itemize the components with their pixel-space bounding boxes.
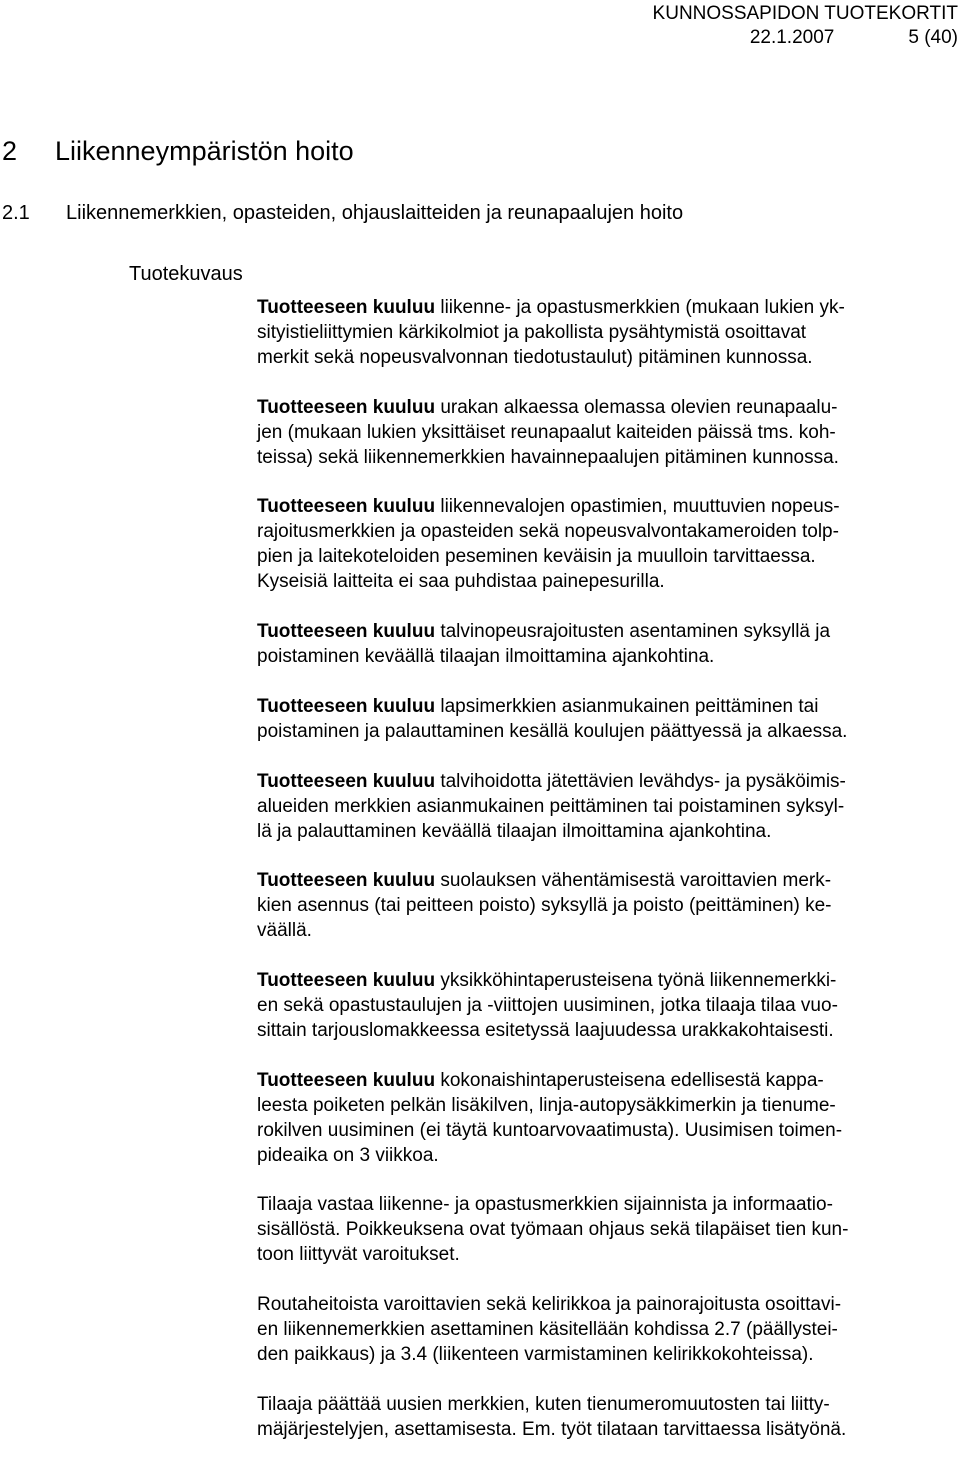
line-text: en sekä opastustaulujen ja -viittojen uusiminen, jotka tilaaja tilaa vuo- — [257, 995, 838, 1017]
document-title: KUNNOSSAPIDON TUOTEKORTIT — [652, 3, 958, 24]
paragraph-lead: Tuotteeseen kuuluu — [257, 1069, 436, 1091]
text-line — [257, 894, 933, 919]
line-text: suolauksen vähentämisestä varoittavien merk- — [435, 870, 832, 892]
line-text: sittain tarjouslomakkeessa esitetyssä laajuudessa urakkakohtaisesti. — [257, 1019, 834, 1041]
text-line — [257, 396, 933, 421]
line-text: Tilaaja vastaa liikenne- ja opastusmerkkien sijainnista ja informaatio- — [257, 1194, 833, 1216]
subheading: Tuotekuvaus — [129, 263, 243, 285]
line-text: lä ja palauttaminen keväällä tilaajan ilmoittamina ajankohtina. — [257, 820, 772, 842]
line-text: alueiden merkkien asianmukainen peittäminen tai poistaminen syksyl- — [257, 795, 845, 817]
subsection-heading — [2, 199, 683, 227]
text-line — [257, 919, 933, 944]
paragraph-lead: Tuotteeseen kuuluu — [257, 496, 436, 518]
text-line — [257, 1243, 933, 1268]
paragraph — [257, 969, 933, 1044]
text-line — [257, 720, 933, 745]
text-line — [257, 520, 933, 545]
text-line — [257, 1069, 933, 1094]
text-line — [257, 495, 933, 520]
line-text: en liikennemerkkien asettaminen käsitellään kohdissa 2.7 (päällystei- — [257, 1319, 838, 1341]
page-header — [653, 2, 958, 50]
line-text: jen (mukaan lukien yksittäiset reunapaalut kaiteiden päissä tms. koh- — [257, 421, 836, 443]
line-text: talvihoidotta jätettävien levähdys- ja pysäköimis- — [435, 770, 846, 792]
paragraph-lead: Tuotteeseen kuuluu — [257, 297, 436, 318]
text-line — [257, 446, 933, 471]
paragraph — [257, 620, 933, 670]
line-text: toon liittyvät varoitukset. — [257, 1244, 460, 1266]
line-text: den paikkaus) ja 3.4 (liikenteen varmistaminen kelirikkokohteissa). — [257, 1344, 814, 1365]
line-text: liikennevalojen opastimien, muuttuvien nopeus- — [435, 496, 840, 518]
line-text: urakan alkaessa olemassa olevien reunapaalu- — [435, 396, 838, 418]
text-line — [257, 1293, 933, 1318]
paragraph — [257, 495, 933, 595]
text-line — [257, 1418, 933, 1443]
paragraph — [257, 1193, 933, 1268]
paragraph — [257, 396, 933, 471]
line-text: leesta poiketen pelkän lisäkilven, linja-autopysäkkimerkin ja tienume- — [257, 1094, 836, 1116]
text-line — [257, 346, 933, 371]
text-line — [257, 820, 933, 845]
text-line — [257, 1393, 933, 1418]
paragraph — [257, 770, 933, 845]
paragraph-lead: Tuotteeseen kuuluu — [257, 621, 436, 643]
line-text: lapsimerkkien asianmukainen peittäminen tai — [435, 695, 819, 717]
line-text: pien ja laitekoteloiden peseminen keväisin ja muulloin tarvittaessa. — [257, 546, 816, 568]
line-text: Tilaaja päättää uusien merkkien, kuten tienumeromuutosten tai liitty- — [257, 1393, 830, 1415]
line-text: kokonaishintaperusteisena edellisestä kappa- — [435, 1069, 824, 1091]
section-number: 2 — [2, 136, 18, 166]
line-text: rokilven uusiminen (ei täytä kuntoarvovaatimusta). Uusimisen toimen- — [257, 1119, 843, 1141]
paragraph — [257, 1293, 933, 1368]
paragraph — [257, 869, 933, 944]
page-number: 5 (40) — [908, 27, 958, 48]
document-date: 22.1.2007 — [749, 27, 835, 48]
line-text: Kyseisiä laitteita ei saa puhdistaa painepesurilla. — [257, 571, 665, 593]
text-line — [257, 570, 933, 595]
line-text: merkit sekä nopeusvalvonnan tiedotustaulut) pitäminen kunnossa. — [257, 346, 813, 368]
paragraph — [257, 1069, 933, 1169]
line-text: yksikköhintaperusteisena työnä liikennemerkki- — [435, 970, 837, 992]
line-text: mäjärjestelyjen, asettamisesta. Em. työt tilataan tarvittaessa lisätyönä. — [257, 1418, 847, 1440]
line-text: Routaheitoista varoittavien sekä kelirikkoa ja painorajoitusta osoittavi- — [257, 1294, 842, 1316]
subsection-number: 2.1 — [2, 202, 30, 224]
line-text: poistaminen keväällä tilaajan ilmoittamina ajankohtina. — [257, 645, 715, 667]
paragraph-lead: Tuotteeseen kuuluu — [257, 970, 436, 992]
line-text: sisällöstä. Poikkeuksena ovat työmaan ohjaus sekä tilapäiset tien kun- — [257, 1219, 849, 1241]
text-line — [257, 1193, 933, 1218]
text-line — [257, 1119, 933, 1144]
paragraph — [257, 296, 933, 371]
line-text: pideaika on 3 viikkoa. — [257, 1144, 439, 1166]
text-line — [257, 994, 933, 1019]
line-text: liikenne- ja opastusmerkkien (mukaan lukien yk- — [435, 297, 845, 318]
text-line — [257, 795, 933, 820]
text-line — [257, 296, 933, 321]
line-text: kien asennus (tai peitteen poisto) syksyllä ja poisto (peittäminen) ke- — [257, 895, 832, 917]
text-line — [257, 1343, 933, 1368]
line-text: rajoitusmerkkien ja opasteiden sekä nopeusvalvontakameroiden tolp- — [257, 521, 839, 543]
paragraph — [257, 1393, 933, 1443]
section-title: Liikenneympäristön hoito — [55, 136, 354, 166]
text-line — [257, 770, 933, 795]
text-line — [257, 321, 933, 346]
paragraph-lead: Tuotteeseen kuuluu — [257, 770, 436, 792]
paragraph-lead: Tuotteeseen kuuluu — [257, 695, 436, 717]
text-line — [257, 969, 933, 994]
text-line — [257, 421, 933, 446]
text-line — [257, 620, 933, 645]
body-text — [257, 296, 933, 1468]
line-text: poistaminen ja palauttaminen kesällä koulujen päättyessä ja alkaessa. — [257, 720, 848, 742]
paragraph — [257, 695, 933, 745]
text-line — [257, 1019, 933, 1044]
section-heading — [2, 133, 354, 169]
text-line — [257, 1218, 933, 1243]
text-line — [257, 545, 933, 570]
text-line — [257, 695, 933, 720]
line-text: sityistieliittymien kärkikolmiot ja pakollista pysähtymistä osoittavat — [257, 321, 807, 343]
subsection-title: Liikennemerkkien, opasteiden, ohjauslaitteiden ja reunapaalujen hoito — [66, 202, 684, 224]
paragraph-lead: Tuotteeseen kuuluu — [257, 870, 436, 892]
text-line — [257, 1144, 933, 1169]
line-text: teissa) sekä liikennemerkkien havainnepaalujen pitäminen kunnossa. — [257, 446, 839, 468]
line-text: talvinopeusrajoitusten asentaminen syksyllä ja — [435, 621, 831, 643]
text-line — [257, 1094, 933, 1119]
text-line — [257, 645, 933, 670]
paragraph-lead: Tuotteeseen kuuluu — [257, 396, 436, 418]
text-line — [257, 1318, 933, 1343]
text-line — [257, 869, 933, 894]
line-text: väällä. — [257, 920, 312, 942]
